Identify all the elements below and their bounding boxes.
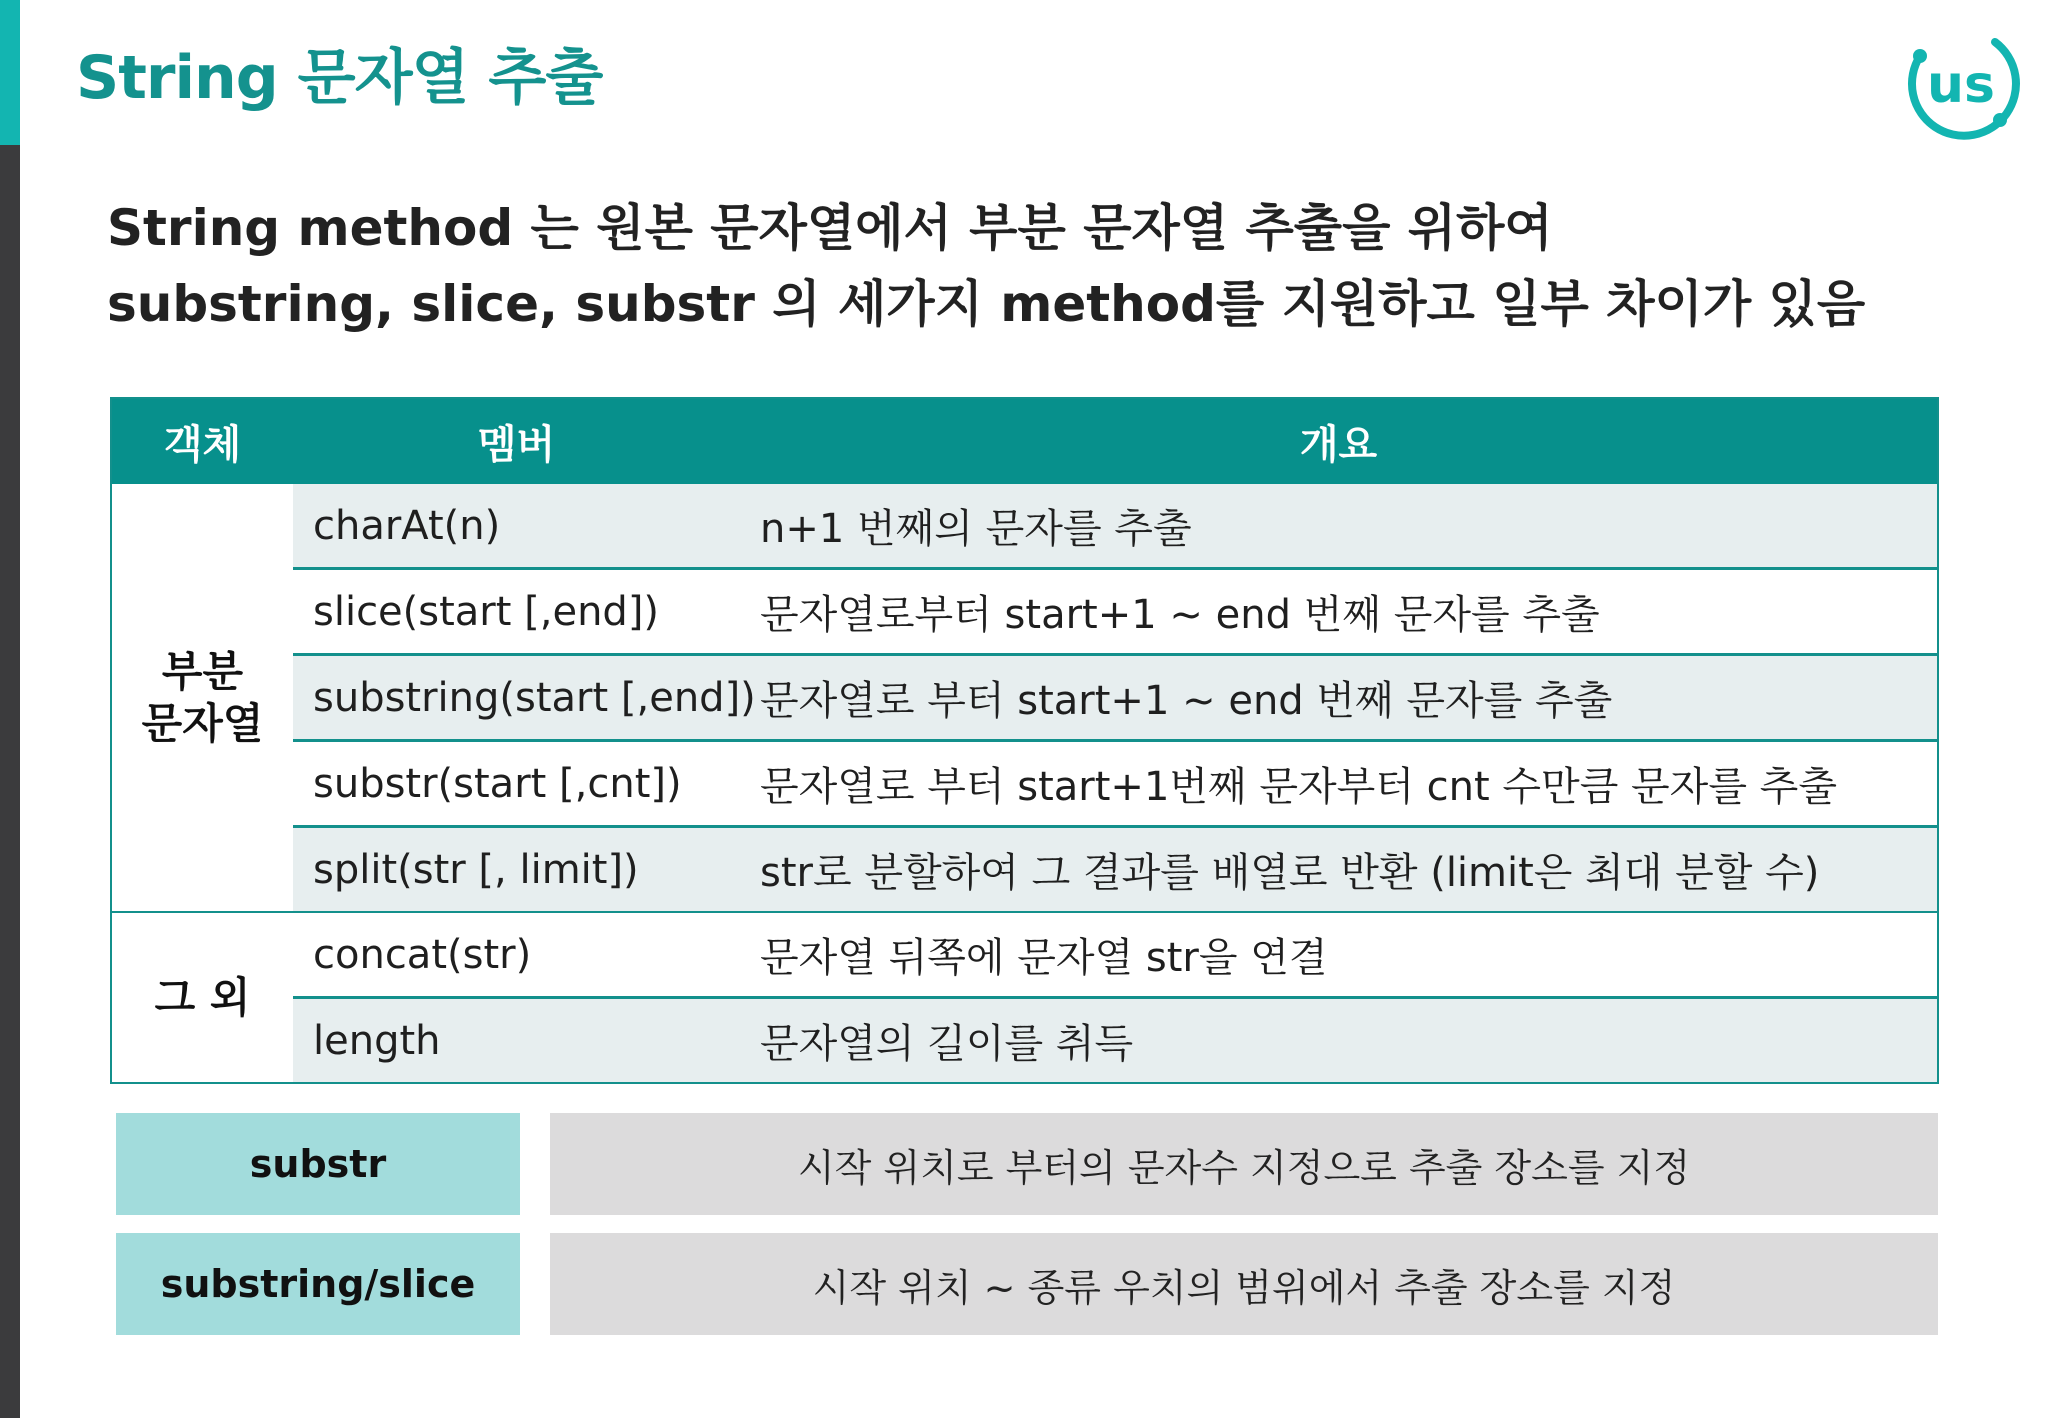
note-key: substr bbox=[116, 1113, 520, 1215]
table-row bbox=[111, 569, 1938, 655]
logo-text: us bbox=[1927, 55, 1995, 115]
note-key: substring/slice bbox=[116, 1233, 520, 1335]
side-bar bbox=[0, 145, 20, 1418]
description-cell: 문자열의 길이를 취득 bbox=[740, 998, 1938, 1084]
member-cell: length bbox=[293, 998, 740, 1084]
table-header-row bbox=[111, 398, 1938, 484]
intro-text bbox=[107, 190, 1987, 342]
member-cell: substr(start [,cnt]) bbox=[293, 741, 740, 827]
us-logo-icon bbox=[1900, 22, 2022, 144]
table-row bbox=[111, 655, 1938, 741]
note-value: 시작 위치로 부터의 문자수 지정으로 추출 장소를 지정 bbox=[550, 1113, 1938, 1215]
member-cell: concat(str) bbox=[293, 912, 740, 998]
table-row bbox=[111, 827, 1938, 913]
intro-line-2: substring, slice, substr 의 세가지 method를 지원하고 일부 차이가 있음 bbox=[107, 275, 1866, 333]
table-row bbox=[111, 741, 1938, 827]
page-title: String 문자열 추출 bbox=[76, 43, 603, 113]
description-cell: 문자열로 부터 start+1 ~ end 번째 문자를 추출 bbox=[740, 655, 1938, 741]
member-cell: split(str [, limit]) bbox=[293, 827, 740, 913]
description-cell: 문자열로부터 start+1 ~ end 번째 문자를 추출 bbox=[740, 569, 1938, 655]
method-table bbox=[110, 397, 1939, 1084]
table-row bbox=[111, 998, 1938, 1084]
note-substring-slice bbox=[116, 1233, 1938, 1335]
object-cell-other-group: 그 외 bbox=[111, 912, 293, 1083]
header-member: 멤버 bbox=[293, 398, 740, 484]
description-cell: str로 분할하여 그 결과를 배열로 반환 (limit은 최대 분할 수) bbox=[740, 827, 1938, 913]
member-cell: slice(start [,end]) bbox=[293, 569, 740, 655]
accent-bar bbox=[0, 0, 20, 145]
member-cell: substring(start [,end]) bbox=[293, 655, 740, 741]
intro-line-1: String method 는 원본 문자열에서 부분 문자열 추출을 위하여 bbox=[107, 199, 1553, 257]
member-cell: charAt(n) bbox=[293, 484, 740, 569]
header-object: 객체 bbox=[111, 398, 293, 484]
description-cell: n+1 번째의 문자를 추출 bbox=[740, 484, 1938, 569]
description-cell: 문자열로 부터 start+1번째 문자부터 cnt 수만큼 문자를 추출 bbox=[740, 741, 1938, 827]
table-row bbox=[111, 484, 1938, 569]
object-cell-substring-group: 부분 문자열 bbox=[111, 484, 293, 912]
description-cell: 문자열 뒤쪽에 문자열 str을 연결 bbox=[740, 912, 1938, 998]
table-row bbox=[111, 912, 1938, 998]
header-summary: 개요 bbox=[740, 398, 1938, 484]
note-substr bbox=[116, 1113, 1938, 1215]
note-value: 시작 위치 ~ 종류 우치의 범위에서 추출 장소를 지정 bbox=[550, 1233, 1938, 1335]
